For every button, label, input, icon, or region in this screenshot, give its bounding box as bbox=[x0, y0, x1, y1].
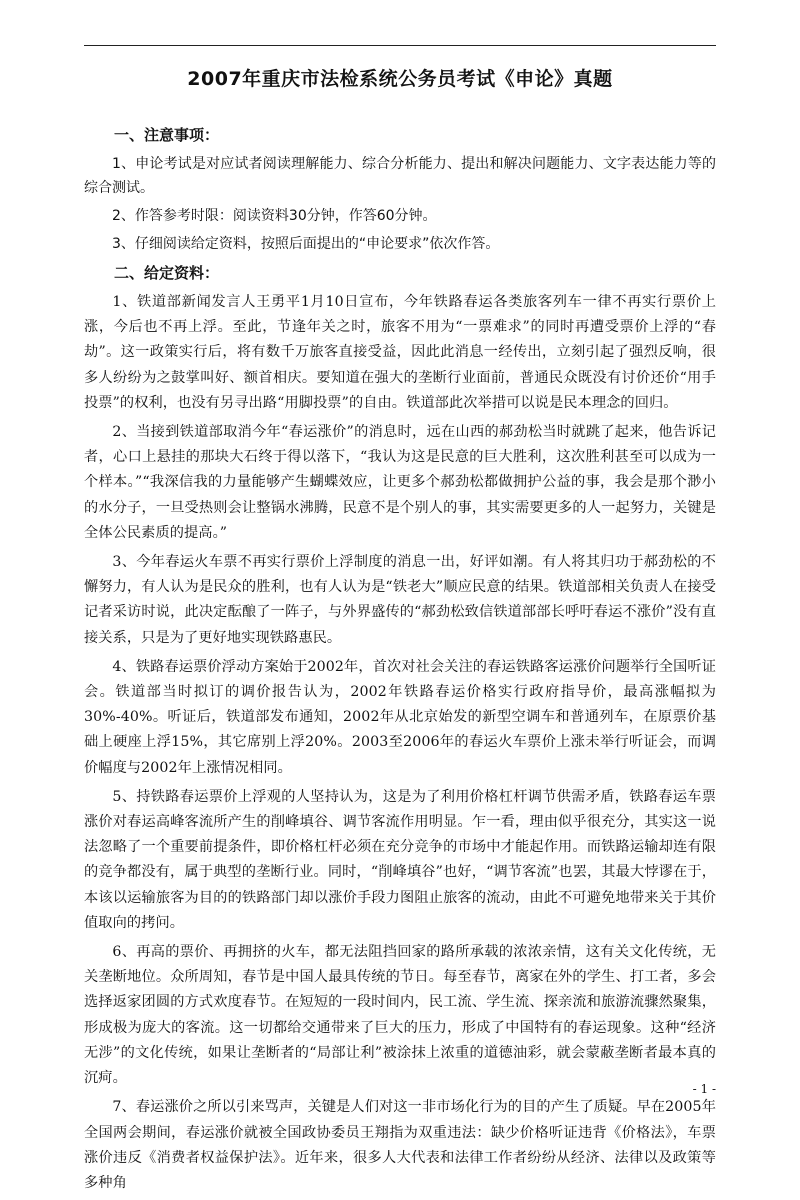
document-body bbox=[84, 118, 716, 1200]
section-heading-materials: 二、给定资料： bbox=[114, 264, 220, 282]
page-number: - 1 - bbox=[692, 1082, 716, 1096]
material-paragraph: 4、铁路春运票价浮动方案始于2002年，首次对社会关注的春运铁路客运涨价问题举行全国听证会。铁道部当时拟订的调价报告认为，2002年铁路春运价格实行政府指导价，最高涨幅拟为30%-40%。听证后，铁道部发布通知，2002年从北京始发的新型空调车和普通列车，在原票价基础上硬座上浮15%，其它席别上浮20%。2003至2006年的春运火车票价上涨未举行听证会，而调价幅度与2002年上涨情况相同。 bbox=[84, 658, 716, 776]
material-paragraph: 5、持铁路春运票价上浮观的人坚持认为，这是为了利用价格杠杆调节供需矛盾，铁路春运车票涨价对春运高峰客流所产生的削峰填谷、调节客流作用明显。乍一看，理由似乎很充分，其实这一说法忽略了一个重要前提条件，即价格杠杆必须在充分竞争的市场中才能起作用。而铁路运输却连有限的竞争都没有，属于典型的垄断行业。同时，“削峰填谷”也好，“调节客流”也罢，其最大悖谬在于，本该以运输旅客为目的的铁路部门却以涨价手段力图阻止旅客的流动，由此不可避免地带来关于其价值取向的拷问。 bbox=[84, 788, 716, 931]
note-item: 2、作答参考时限：阅读资料30分钟，作答60分钟。 bbox=[112, 208, 437, 224]
material-paragraph: 3、今年春运火车票不再实行票价上浮制度的消息一出，好评如潮。有人将其归功于郝劲松的不懈努力，有人认为是民众的胜利，也有人认为是“铁老大”顺应民意的结果。铁道部相关负责人在接受记者采访时说，此决定酝酿了一阵子，与外界盛传的“郝劲松致信铁道部部长呼吁春运不涨价”没有直接关系，只是为了更好地实现铁路惠民。 bbox=[84, 554, 716, 646]
section-heading-notes: 一、注意事项： bbox=[114, 126, 220, 144]
material-paragraph: 6、再高的票价、再拥挤的火车，都无法阻挡回家的路所承载的浓浓亲情，这有关文化传统，无关垄断地位。众所周知，春节是中国人最具传统的节日。每至春节，离家在外的学生、打工者，多会选择返家团圆的方式欢度春节。在短短的一段时间内，民工流、学生流、探亲流和旅游流骤然聚集，形成极为庞大的客流。这一切都给交通带来了巨大的压力，形成了中国特有的春运现象。这种“经济无涉”的文化传统，如果让垄断者的“局部让利”被涂抹上浓重的道德油彩，就会蒙蔽垄断者最本真的沉疴。 bbox=[84, 944, 716, 1087]
page-title: 2007年重庆市法检系统公务员考试《申论》真题 bbox=[187, 68, 613, 90]
material-paragraph: 1、铁道部新闻发言人王勇平1月10日宣布，今年铁路春运各类旅客列车一律不再实行票价上涨，今后也不再上浮。至此，节逢年关之时，旅客不用为“一票难求”的同时再遭受票价上浮的“春劫”。这一政策实行后，将有数千万旅客直接受益，因此此消息一经传出，立刻引起了强烈反响，很多人纷纷为之鼓掌叫好、额首相庆。要知道在强大的垄断行业面前，普通民众既没有讨价还价“用手投票”的权利，也没有另寻出路“用脚投票”的自由。铁道部此次举措可以说是民本理念的回归。 bbox=[84, 294, 716, 411]
material-paragraph: 2、当接到铁道部取消今年“春运涨价”的消息时，远在山西的郝劲松当时就跳了起来，他告诉记者，心口上悬挂的那块大石终于得以落下，“我认为这是民意的巨大胜利，这次胜利甚至可以成为一个样本。”“我深信我的力量能够产生蝴蝶效应，让更多个郝劲松都做拥护公益的事，我会是那个渺小的水分子，一旦受热则会让整锅水沸腾，民意不是个别人的事，其实需要更多的人一起努力，关键是全体公民素质的提高。” bbox=[84, 424, 716, 541]
top-rule bbox=[84, 45, 716, 46]
note-item: 3、仔细阅读给定资料，按照后面提出的“申论要求”依次作答。 bbox=[112, 236, 500, 252]
note-item: 1、申论考试是对应试者阅读理解能力、综合分析能力、提出和解决问题能力、文字表达能力等的综合测试。 bbox=[84, 156, 716, 196]
material-paragraph: 7、春运涨价之所以引来骂声，关键是人们对这一非市场化行为的目的产生了质疑。早在2005年全国两会期间，春运涨价就被全国政协委员王翔指为双重违法：缺少价格听证违背《价格法》，车票涨价违反《消费者权益保护法》。近年来，很多人大代表和法律工作者纷纷从经济、法律以及政策等多种角 bbox=[84, 1099, 716, 1191]
